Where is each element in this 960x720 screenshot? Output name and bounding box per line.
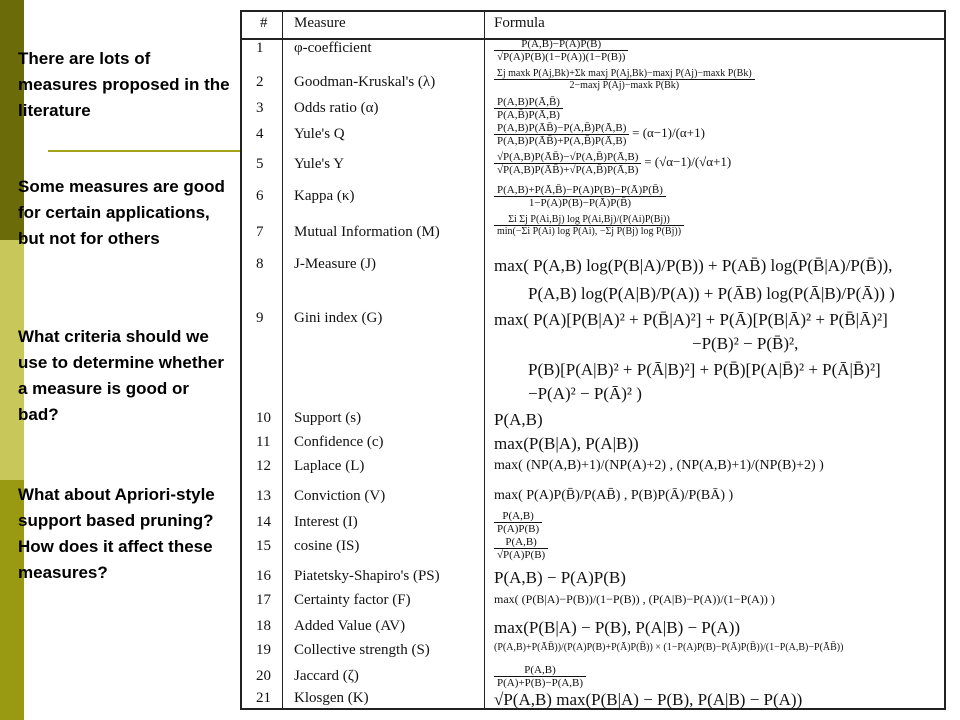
formula-denominator: P(A)+P(B)−P(A,B) — [497, 677, 584, 689]
formula-denominator: min(−Σi P(Ai) log P(Ai), −Σj P(Bj) log P(Bj)) — [497, 226, 682, 237]
formula-numerator: √P(A,B)P(ĀB̄)−√P(A,B̄)P(Ā,B) — [494, 151, 641, 164]
row-formula-line: −P(A)² − P(Ā)² ) — [528, 384, 642, 403]
row-formula-line: −P(B)² − P(B̄)², — [692, 334, 799, 353]
formula-numerator: Σj maxk P(Aj,Bk)+Σk maxj P(Aj,Bk)−maxj P(Aj)−maxk P(Bk) — [494, 68, 755, 80]
row-num: 15 — [256, 538, 271, 554]
formula-numerator: Σi Σj P(Ai,Bj) log P(Ai,Bj)/(P(Ai)P(Bj)) — [494, 214, 684, 226]
row-formula: max(P(B|A), P(A|B)) — [494, 434, 639, 453]
row-formula — [494, 510, 542, 535]
table-header — [242, 12, 944, 40]
bullet-2: Some measures are good for certain applications, but not for others — [18, 177, 225, 248]
row-num: 16 — [256, 568, 271, 584]
formula-denominator: 1−P(A)P(B)−P(Ā)P(B̄) — [528, 197, 632, 209]
row-measure: Yule's Y — [294, 156, 345, 172]
row-formula: max( (NP(A,B)+1)/(NP(A)+2) , (NP(A,B)+1)/(NP(B)+2) ) — [494, 458, 824, 473]
row-num: 11 — [256, 434, 271, 450]
row-num: 4 — [256, 126, 264, 142]
row-formula: P(A,B) — [494, 410, 543, 429]
row-num: 5 — [256, 156, 264, 172]
row-num: 20 — [256, 668, 271, 684]
row-measure: Odds ratio (α) — [294, 100, 379, 116]
row-measure: Kappa (κ) — [294, 188, 355, 204]
row-measure: Piatetsky-Shapiro's (PS) — [294, 568, 440, 584]
row-formula — [494, 184, 666, 209]
row-measure: Interest (I) — [294, 514, 358, 530]
row-measure: Laplace (L) — [294, 458, 365, 474]
row-num: 6 — [256, 188, 264, 204]
bullet-4: What about Apriori-style support based pruning? How does it affect these measures? — [18, 485, 215, 582]
header-num: # — [260, 15, 268, 31]
row-measure: Goodman-Kruskal's (λ) — [294, 74, 436, 90]
formula-numerator: P(A,B) — [494, 510, 542, 523]
row-formula — [494, 68, 755, 91]
row-measure: Mutual Information (M) — [294, 224, 440, 240]
formula-denominator: P(A,B)P(ĀB̄)+P(A,B̄)P(Ā,B) — [497, 135, 627, 147]
row-measure: Klosgen (K) — [294, 690, 369, 706]
bullet-3: What criteria should we use to determine whether a measure is good or bad? — [18, 327, 224, 424]
row-formula-line: P(B)[P(A|B)² + P(Ā|B)²] + P(B̄)[P(A|B̄)² + P(Ā|B̄)²] — [528, 360, 881, 379]
measures-table — [240, 10, 946, 710]
row-num: 7 — [256, 224, 264, 240]
formula-numerator: P(A,B)P(ĀB̄)−P(A,B̄)P(Ā,B) — [494, 122, 629, 135]
row-num: 3 — [256, 100, 264, 116]
header-measure: Measure — [294, 15, 346, 31]
row-num: 14 — [256, 514, 271, 530]
row-measure: φ-coefficient — [294, 40, 372, 56]
formula-denominator: √P(A)P(B)(1−P(A))(1−P(B)) — [497, 51, 626, 63]
row-num: 21 — [256, 690, 271, 706]
row-num: 9 — [256, 310, 264, 326]
formula-numerator: P(A,B)+P(Ā,B̄)−P(A)P(B)−P(Ā)P(B̄) — [494, 184, 666, 197]
row-measure: Certainty factor (F) — [294, 592, 411, 608]
row-num: 2 — [256, 74, 264, 90]
column-divider — [282, 12, 283, 708]
row-num: 13 — [256, 488, 271, 504]
row-measure: Added Value (AV) — [294, 618, 406, 634]
formula-denominator: P(A)P(B) — [497, 523, 540, 535]
row-measure: Jaccard (ζ) — [294, 668, 359, 684]
row-num: 1 — [256, 40, 264, 56]
row-measure: cosine (IS) — [294, 538, 360, 554]
row-measure: Confidence (c) — [294, 434, 384, 450]
row-num: 19 — [256, 642, 271, 658]
row-num: 18 — [256, 618, 271, 634]
row-formula — [494, 151, 731, 176]
row-num: 17 — [256, 592, 271, 608]
formula-numerator: P(A,B) — [494, 536, 548, 549]
divider-line — [48, 150, 240, 152]
row-formula — [494, 664, 586, 689]
formula-denominator: P(A,B̄)P(Ā,B) — [497, 109, 560, 121]
row-formula: max( (P(B|A)−P(B))/(1−P(B)) , (P(A|B)−P(A))/(1−P(A)) ) — [494, 592, 775, 606]
row-formula — [494, 38, 628, 63]
bullet-1: There are lots of measures proposed in the literature — [18, 49, 230, 120]
row-formula-line: max( P(A)[P(B|A)² + P(B̄|A)²] + P(Ā)[P(B|Ā)² + P(B̄|Ā)²] — [494, 310, 888, 329]
formula-numerator: P(A,B)P(Ā,B̄) — [494, 96, 563, 109]
row-formula — [494, 536, 548, 561]
row-formula: max( P(A)P(B̄)/P(AB̄) , P(B)P(Ā)/P(BĀ) ) — [494, 488, 734, 503]
formula-tail: = (α−1)/(α+1) — [632, 125, 705, 141]
row-formula — [494, 214, 684, 237]
formula-denominator: √P(A,B)P(ĀB̄)+√P(A,B̄)P(Ā,B) — [497, 164, 639, 176]
row-formula — [494, 122, 705, 147]
row-formula-line: max( P(A,B) log(P(B|A)/P(B)) + P(AB̄) log(P(B̄|A)/P(B̄)), — [494, 256, 893, 275]
row-formula: max(P(B|A) − P(B), P(A|B) − P(A)) — [494, 618, 741, 637]
column-divider — [484, 12, 485, 708]
row-formula: P(A,B) − P(A)P(B) — [494, 568, 626, 587]
row-num: 8 — [256, 256, 264, 272]
row-formula: √P(A,B) max(P(B|A) − P(B), P(A|B) − P(A)) — [494, 690, 803, 709]
row-measure: J-Measure (J) — [294, 256, 377, 272]
row-num: 10 — [256, 410, 271, 426]
row-measure: Conviction (V) — [294, 488, 386, 504]
row-measure: Collective strength (S) — [294, 642, 430, 658]
formula-numerator: P(A,B)−P(A)P(B) — [494, 38, 628, 51]
row-measure: Gini index (G) — [294, 310, 383, 326]
formula-denominator: 2−maxj P(Aj)−maxk P(Bk) — [569, 80, 680, 91]
row-formula-line: P(A,B) log(P(A|B)/P(A)) + P(ĀB) log(P(Ā|B)/P(Ā)) ) — [528, 284, 895, 303]
header-formula: Formula — [494, 15, 545, 31]
row-measure: Support (s) — [294, 410, 362, 426]
formula-tail: = (√α−1)/(√α+1) — [644, 154, 732, 170]
row-formula: (P(A,B)+P(ĀB̄))/(P(A)P(B)+P(Ā)P(B̄)) × (1−P(A)P(B)−P(Ā)P(B̄))/(1−P(A,B)−P(ĀB̄)) — [494, 642, 844, 653]
row-num: 12 — [256, 458, 271, 474]
formula-denominator: √P(A)P(B) — [497, 549, 546, 561]
formula-numerator: P(A,B) — [494, 664, 586, 677]
row-measure: Yule's Q — [294, 126, 345, 142]
row-formula — [494, 96, 563, 121]
